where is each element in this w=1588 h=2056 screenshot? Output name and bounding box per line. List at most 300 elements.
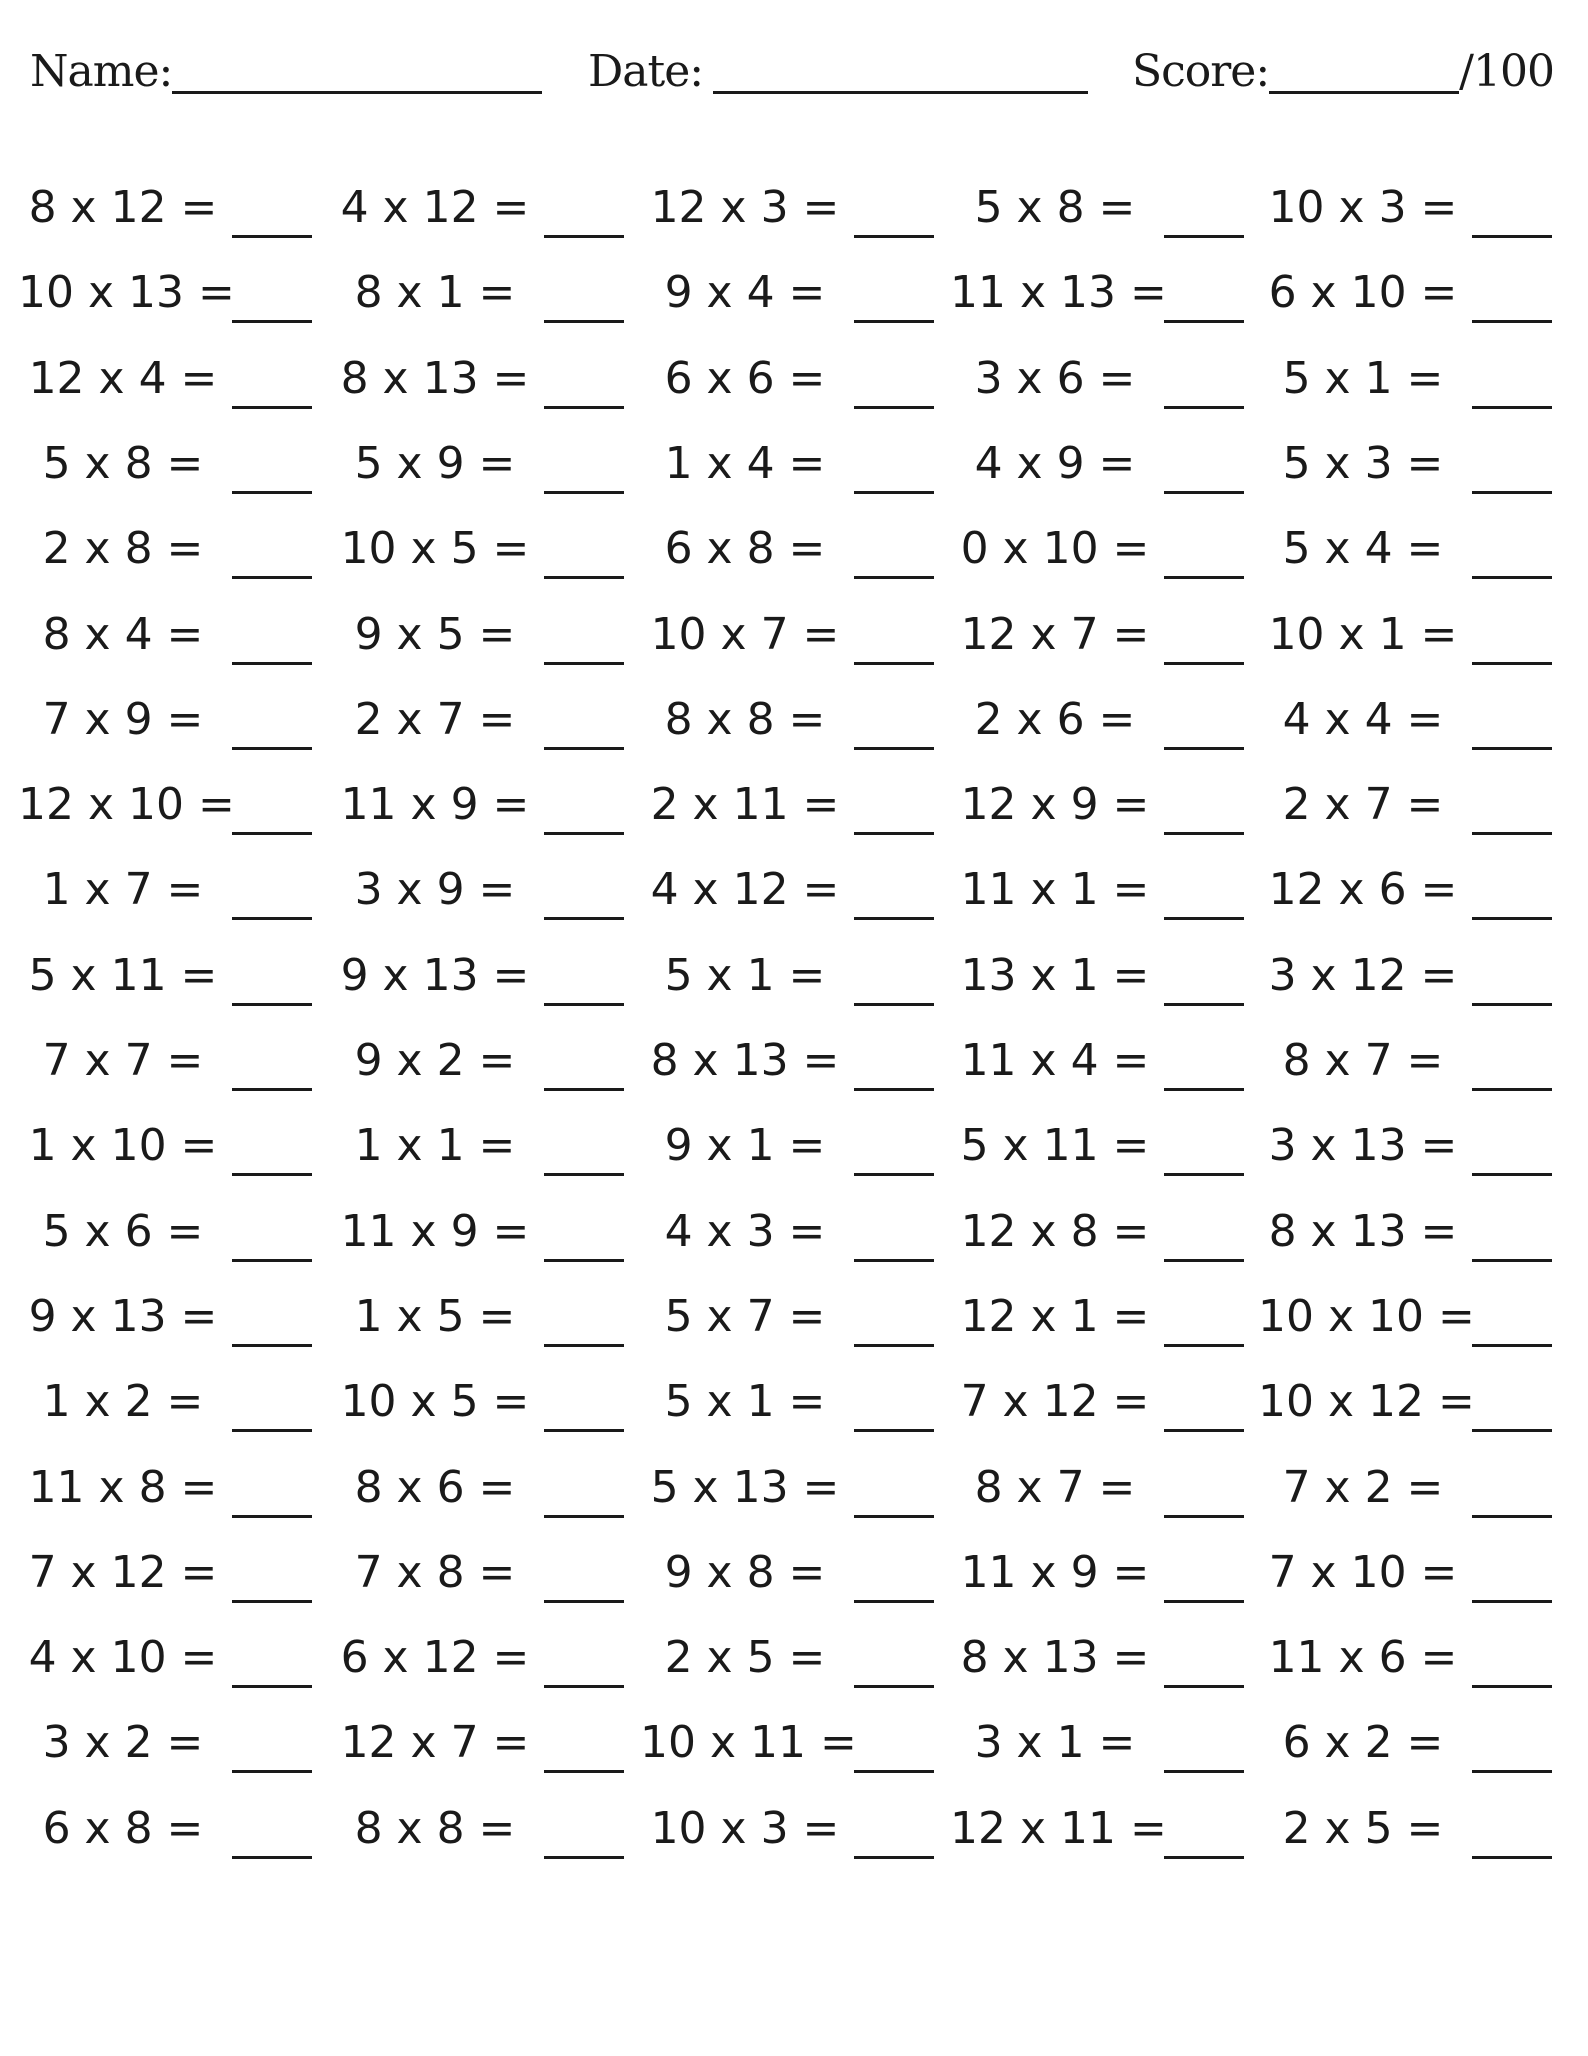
problem-item — [18, 775, 312, 835]
answer-blank[interactable] — [544, 707, 624, 750]
answer-blank[interactable] — [1164, 1048, 1244, 1091]
problem-item — [640, 519, 934, 579]
name-field — [30, 38, 542, 98]
answer-blank[interactable] — [1164, 1219, 1244, 1262]
answer-blank[interactable] — [232, 280, 312, 323]
answer-blank[interactable] — [544, 1560, 624, 1603]
answer-blank[interactable] — [1164, 366, 1244, 409]
answer-blank[interactable] — [1472, 1304, 1552, 1347]
answer-blank[interactable] — [1164, 963, 1244, 1006]
problem-equation: 12 x 10 = — [18, 779, 235, 830]
problem-equation: 12 x 11 = — [950, 1803, 1167, 1854]
problem-equation: 5 x 8 = — [42, 438, 204, 489]
problem-equation: 4 x 4 = — [1282, 694, 1444, 745]
problem-item — [330, 1799, 624, 1859]
problem-item — [950, 1458, 1244, 1518]
problem-equation: 8 x 7 = — [974, 1462, 1136, 1513]
problem-equation: 4 x 12 = — [650, 864, 840, 915]
problem-equation: 1 x 1 = — [354, 1120, 516, 1171]
problem-equation: 3 x 2 = — [42, 1717, 204, 1768]
problem-equation: 6 x 8 = — [664, 523, 826, 574]
problem-equation: 1 x 7 = — [42, 864, 204, 915]
problem-item — [950, 690, 1244, 750]
problem-equation: 2 x 6 = — [974, 694, 1136, 745]
problem-equation: 9 x 13 = — [340, 950, 530, 1001]
problem-equation: 4 x 10 = — [28, 1632, 218, 1683]
answer-blank[interactable] — [544, 195, 624, 238]
answer-blank[interactable] — [1472, 707, 1552, 750]
problem-item — [18, 1799, 312, 1859]
problem-equation: 5 x 1 = — [1282, 353, 1444, 404]
problem-equation: 3 x 13 = — [1268, 1120, 1458, 1171]
problem-equation: 8 x 6 = — [354, 1462, 516, 1513]
problem-item — [640, 946, 934, 1006]
problem-item — [1258, 860, 1552, 920]
answer-blank[interactable] — [232, 622, 312, 665]
answer-blank[interactable] — [1164, 1475, 1244, 1518]
problem-item — [330, 519, 624, 579]
problem-item — [18, 263, 312, 323]
answer-blank[interactable] — [232, 1816, 312, 1859]
answer-blank[interactable] — [544, 536, 624, 579]
problem-item — [330, 1543, 624, 1603]
problem-equation: 10 x 3 = — [1268, 182, 1458, 233]
problem-equation: 10 x 10 = — [1258, 1291, 1475, 1342]
problem-item — [640, 1202, 934, 1262]
problem-equation: 4 x 9 = — [974, 438, 1136, 489]
answer-blank[interactable] — [1472, 1475, 1552, 1518]
problem-item — [1258, 434, 1552, 494]
problem-equation: 10 x 12 = — [1258, 1376, 1475, 1427]
answer-blank[interactable] — [232, 792, 312, 835]
answer-blank[interactable] — [544, 1304, 624, 1347]
problem-item — [950, 1628, 1244, 1688]
score-field — [1132, 38, 1554, 98]
problem-equation: 2 x 5 = — [1282, 1803, 1444, 1854]
problem-item — [950, 1799, 1244, 1859]
problem-item — [18, 1458, 312, 1518]
answer-blank[interactable] — [232, 1389, 312, 1432]
problem-item — [330, 263, 624, 323]
problem-equation: 6 x 6 = — [664, 353, 826, 404]
problem-equation: 5 x 9 = — [354, 438, 516, 489]
answer-blank[interactable] — [544, 1219, 624, 1262]
answer-blank[interactable] — [854, 622, 934, 665]
answer-blank[interactable] — [854, 451, 934, 494]
problem-equation: 9 x 13 = — [28, 1291, 218, 1342]
answer-blank[interactable] — [854, 366, 934, 409]
answer-blank[interactable] — [232, 1645, 312, 1688]
answer-blank[interactable] — [1472, 195, 1552, 238]
problem-equation: 5 x 6 = — [42, 1206, 204, 1257]
answer-blank[interactable] — [854, 1645, 934, 1688]
answer-blank[interactable] — [1164, 1816, 1244, 1859]
answer-blank[interactable] — [1472, 366, 1552, 409]
problem-item — [1258, 1372, 1552, 1432]
problem-item — [640, 1031, 934, 1091]
answer-blank[interactable] — [1472, 792, 1552, 835]
date-blank-line[interactable] — [713, 47, 1088, 94]
problem-equation: 10 x 5 = — [340, 1376, 530, 1427]
problem-equation: 12 x 9 = — [960, 779, 1150, 830]
problem-equation: 10 x 5 = — [340, 523, 530, 574]
problem-equation: 12 x 6 = — [1268, 864, 1458, 915]
problem-item — [640, 860, 934, 920]
worksheet-header — [0, 38, 1588, 108]
answer-blank[interactable] — [232, 707, 312, 750]
problem-equation: 1 x 10 = — [28, 1120, 218, 1171]
problem-equation: 2 x 7 = — [1282, 779, 1444, 830]
problem-equation: 5 x 13 = — [650, 1462, 840, 1513]
problem-item — [950, 263, 1244, 323]
problem-equation: 7 x 7 = — [42, 1035, 204, 1086]
problem-item — [18, 1372, 312, 1432]
problem-equation: 6 x 10 = — [1268, 267, 1458, 318]
problem-item — [18, 1202, 312, 1262]
problem-equation: 10 x 7 = — [650, 609, 840, 660]
answer-blank[interactable] — [1472, 1730, 1552, 1773]
problem-item — [330, 1713, 624, 1773]
problem-equation: 2 x 7 = — [354, 694, 516, 745]
problem-equation: 12 x 7 = — [960, 609, 1150, 660]
answer-blank[interactable] — [232, 195, 312, 238]
problem-item — [1258, 1287, 1552, 1347]
problem-equation: 5 x 7 = — [664, 1291, 826, 1342]
problem-item — [640, 1287, 934, 1347]
problem-item — [950, 1202, 1244, 1262]
answer-blank[interactable] — [1472, 1560, 1552, 1603]
problem-item — [640, 1458, 934, 1518]
answer-blank[interactable] — [232, 536, 312, 579]
problem-item — [640, 1799, 934, 1859]
problem-item — [330, 946, 624, 1006]
problem-equation: 10 x 13 = — [18, 267, 235, 318]
answer-blank[interactable] — [232, 1475, 312, 1518]
problem-equation: 9 x 4 = — [664, 267, 826, 318]
problem-item — [950, 519, 1244, 579]
problem-item — [1258, 178, 1552, 238]
answer-blank[interactable] — [1472, 1816, 1552, 1859]
answer-blank[interactable] — [544, 1133, 624, 1176]
answer-blank[interactable] — [854, 280, 934, 323]
problem-equation: 1 x 5 = — [354, 1291, 516, 1342]
problem-item — [950, 1031, 1244, 1091]
problem-equation: 5 x 1 = — [664, 1376, 826, 1427]
answer-blank[interactable] — [854, 1133, 934, 1176]
problem-equation: 8 x 8 = — [664, 694, 826, 745]
answer-blank[interactable] — [854, 1560, 934, 1603]
problem-equation: 6 x 2 = — [1282, 1717, 1444, 1768]
answer-blank[interactable] — [1164, 280, 1244, 323]
problem-equation: 8 x 13 = — [960, 1632, 1150, 1683]
problem-equation: 9 x 1 = — [664, 1120, 826, 1171]
problem-item — [640, 349, 934, 409]
answer-blank[interactable] — [1164, 622, 1244, 665]
answer-blank[interactable] — [854, 1816, 934, 1859]
answer-blank[interactable] — [1472, 1133, 1552, 1176]
problem-item — [640, 263, 934, 323]
problem-equation: 7 x 2 = — [1282, 1462, 1444, 1513]
problem-equation: 1 x 4 = — [664, 438, 826, 489]
problem-item — [1258, 1628, 1552, 1688]
answer-blank[interactable] — [544, 1816, 624, 1859]
answer-blank[interactable] — [544, 792, 624, 835]
problem-item — [950, 1116, 1244, 1176]
problem-item — [950, 1543, 1244, 1603]
answer-blank[interactable] — [1164, 1304, 1244, 1347]
answer-blank[interactable] — [854, 1048, 934, 1091]
problem-equation: 3 x 1 = — [974, 1717, 1136, 1768]
problem-item — [640, 775, 934, 835]
problem-item — [950, 860, 1244, 920]
problem-item — [18, 1713, 312, 1773]
problem-item — [640, 434, 934, 494]
problem-item — [330, 860, 624, 920]
problem-equation: 10 x 3 = — [650, 1803, 840, 1854]
problem-item — [18, 860, 312, 920]
problem-item — [330, 775, 624, 835]
problem-item — [330, 1116, 624, 1176]
answer-blank[interactable] — [1164, 877, 1244, 920]
answer-blank[interactable] — [544, 622, 624, 665]
problem-equation: 8 x 1 = — [354, 267, 516, 318]
answer-blank[interactable] — [544, 280, 624, 323]
answer-blank[interactable] — [1164, 1560, 1244, 1603]
problem-item — [18, 178, 312, 238]
answer-blank[interactable] — [1164, 536, 1244, 579]
problem-equation: 4 x 12 = — [340, 182, 530, 233]
answer-blank[interactable] — [854, 792, 934, 835]
problem-item — [330, 1628, 624, 1688]
problem-item — [640, 1628, 934, 1688]
problem-item — [950, 1713, 1244, 1773]
answer-blank[interactable] — [544, 1645, 624, 1688]
problem-equation: 2 x 8 = — [42, 523, 204, 574]
problem-item — [1258, 519, 1552, 579]
problem-item — [1258, 946, 1552, 1006]
problem-item — [950, 775, 1244, 835]
score-label: Score: — [1132, 46, 1270, 97]
problem-equation: 6 x 8 = — [42, 1803, 204, 1854]
answer-blank[interactable] — [1472, 280, 1552, 323]
problem-item — [330, 434, 624, 494]
problem-item — [18, 1543, 312, 1603]
problem-item — [330, 178, 624, 238]
problem-item — [1258, 1458, 1552, 1518]
problem-equation: 0 x 10 = — [960, 523, 1150, 574]
answer-blank[interactable] — [232, 366, 312, 409]
answer-blank[interactable] — [232, 1560, 312, 1603]
date-field — [588, 38, 1088, 98]
answer-blank[interactable] — [854, 707, 934, 750]
problem-item — [330, 1458, 624, 1518]
problem-item — [950, 434, 1244, 494]
problem-item — [640, 1116, 934, 1176]
problem-equation: 11 x 1 = — [960, 864, 1150, 915]
answer-blank[interactable] — [544, 1048, 624, 1091]
answer-blank[interactable] — [1164, 1730, 1244, 1773]
problem-equation: 12 x 4 = — [28, 353, 218, 404]
problem-equation: 5 x 11 = — [960, 1120, 1150, 1171]
answer-blank[interactable] — [1472, 536, 1552, 579]
answer-blank[interactable] — [1472, 1645, 1552, 1688]
problem-item — [640, 1713, 934, 1773]
answer-blank[interactable] — [544, 1475, 624, 1518]
answer-blank[interactable] — [854, 877, 934, 920]
answer-blank[interactable] — [232, 1730, 312, 1773]
problem-item — [18, 519, 312, 579]
answer-blank[interactable] — [232, 1304, 312, 1347]
problem-equation: 10 x 1 = — [1268, 609, 1458, 660]
answer-blank[interactable] — [1164, 1645, 1244, 1688]
problem-equation: 9 x 5 = — [354, 609, 516, 660]
problem-item — [1258, 690, 1552, 750]
problem-equation: 7 x 12 = — [960, 1376, 1150, 1427]
problem-equation: 9 x 2 = — [354, 1035, 516, 1086]
problem-equation: 5 x 11 = — [28, 950, 218, 1001]
problem-item — [1258, 349, 1552, 409]
answer-blank[interactable] — [854, 1475, 934, 1518]
problem-item — [18, 1628, 312, 1688]
problem-equation: 5 x 4 = — [1282, 523, 1444, 574]
problem-equation: 12 x 7 = — [340, 1717, 530, 1768]
problem-item — [1258, 605, 1552, 665]
answer-blank[interactable] — [1164, 707, 1244, 750]
problem-equation: 8 x 7 = — [1282, 1035, 1444, 1086]
problem-equation: 8 x 13 = — [1268, 1206, 1458, 1257]
problem-item — [18, 605, 312, 665]
problem-equation: 12 x 1 = — [960, 1291, 1150, 1342]
problem-equation: 1 x 2 = — [42, 1376, 204, 1427]
name-blank-line[interactable] — [172, 47, 542, 94]
problem-item — [1258, 1713, 1552, 1773]
problem-item — [18, 690, 312, 750]
problem-item — [330, 1372, 624, 1432]
problem-equation: 7 x 8 = — [354, 1547, 516, 1598]
answer-blank[interactable] — [854, 1304, 934, 1347]
problem-equation: 13 x 1 = — [960, 950, 1150, 1001]
problem-item — [330, 1287, 624, 1347]
answer-blank[interactable] — [1472, 451, 1552, 494]
problem-equation: 8 x 4 = — [42, 609, 204, 660]
answer-blank[interactable] — [854, 536, 934, 579]
problem-item — [1258, 1031, 1552, 1091]
answer-blank[interactable] — [544, 366, 624, 409]
problem-item — [950, 178, 1244, 238]
answer-blank[interactable] — [544, 1389, 624, 1432]
answer-blank[interactable] — [232, 451, 312, 494]
problem-item — [640, 690, 934, 750]
problem-equation: 11 x 8 = — [28, 1462, 218, 1513]
answer-blank[interactable] — [1164, 1133, 1244, 1176]
problem-item — [1258, 1116, 1552, 1176]
problem-item — [950, 1372, 1244, 1432]
problem-item — [330, 690, 624, 750]
problem-equation: 5 x 1 = — [664, 950, 826, 1001]
problem-item — [18, 1031, 312, 1091]
problem-item — [950, 946, 1244, 1006]
problem-item — [1258, 263, 1552, 323]
problem-item — [18, 1116, 312, 1176]
answer-blank[interactable] — [1472, 1048, 1552, 1091]
answer-blank[interactable] — [232, 1133, 312, 1176]
problem-item — [950, 1287, 1244, 1347]
answer-blank[interactable] — [854, 963, 934, 1006]
problem-equation: 11 x 4 = — [960, 1035, 1150, 1086]
answer-blank[interactable] — [1472, 963, 1552, 1006]
date-label: Date: — [588, 46, 704, 97]
problem-item — [330, 1031, 624, 1091]
answer-blank[interactable] — [232, 877, 312, 920]
answer-blank[interactable] — [854, 1219, 934, 1262]
answer-blank[interactable] — [1472, 622, 1552, 665]
answer-blank[interactable] — [854, 1730, 934, 1773]
answer-blank[interactable] — [544, 877, 624, 920]
problem-item — [18, 946, 312, 1006]
problem-item — [18, 1287, 312, 1347]
problem-equation: 3 x 9 = — [354, 864, 516, 915]
problem-equation: 10 x 11 = — [640, 1717, 857, 1768]
problem-equation: 2 x 5 = — [664, 1632, 826, 1683]
problem-item — [640, 1543, 934, 1603]
problem-item — [640, 178, 934, 238]
problem-equation: 11 x 6 = — [1268, 1632, 1458, 1683]
problem-equation: 6 x 12 = — [340, 1632, 530, 1683]
problem-equation: 8 x 13 = — [340, 353, 530, 404]
answer-blank[interactable] — [1472, 877, 1552, 920]
problem-equation: 11 x 9 = — [960, 1547, 1150, 1598]
answer-blank[interactable] — [232, 1048, 312, 1091]
problem-equation: 11 x 9 = — [340, 1206, 530, 1257]
problem-equation: 7 x 9 = — [42, 694, 204, 745]
answer-blank[interactable] — [1472, 1389, 1552, 1432]
answer-blank[interactable] — [544, 963, 624, 1006]
problem-equation: 2 x 11 = — [650, 779, 840, 830]
problem-equation: 12 x 8 = — [960, 1206, 1150, 1257]
answer-blank[interactable] — [1164, 792, 1244, 835]
answer-blank[interactable] — [1164, 195, 1244, 238]
answer-blank[interactable] — [544, 451, 624, 494]
problem-equation: 11 x 13 = — [950, 267, 1167, 318]
problem-equation: 7 x 12 = — [28, 1547, 218, 1598]
problem-item — [1258, 1543, 1552, 1603]
problem-equation: 5 x 8 = — [974, 182, 1136, 233]
problem-item — [1258, 1799, 1552, 1859]
answer-blank[interactable] — [1472, 1219, 1552, 1262]
answer-blank[interactable] — [854, 1389, 934, 1432]
answer-blank[interactable] — [232, 963, 312, 1006]
problem-item — [18, 349, 312, 409]
problem-item — [640, 1372, 934, 1432]
name-label: Name: — [30, 46, 173, 97]
problem-equation: 11 x 9 = — [340, 779, 530, 830]
score-blank-line[interactable] — [1269, 47, 1459, 94]
problem-item — [1258, 1202, 1552, 1262]
problem-item — [640, 605, 934, 665]
problem-equation: 7 x 10 = — [1268, 1547, 1458, 1598]
answer-blank[interactable] — [854, 195, 934, 238]
problem-item — [18, 434, 312, 494]
score-total: /100 — [1459, 46, 1554, 97]
problem-equation: 9 x 8 = — [664, 1547, 826, 1598]
answer-blank[interactable] — [544, 1730, 624, 1773]
problem-equation: 3 x 12 = — [1268, 950, 1458, 1001]
problem-item — [330, 605, 624, 665]
problem-item — [950, 349, 1244, 409]
answer-blank[interactable] — [232, 1219, 312, 1262]
answer-blank[interactable] — [1164, 451, 1244, 494]
answer-blank[interactable] — [1164, 1389, 1244, 1432]
